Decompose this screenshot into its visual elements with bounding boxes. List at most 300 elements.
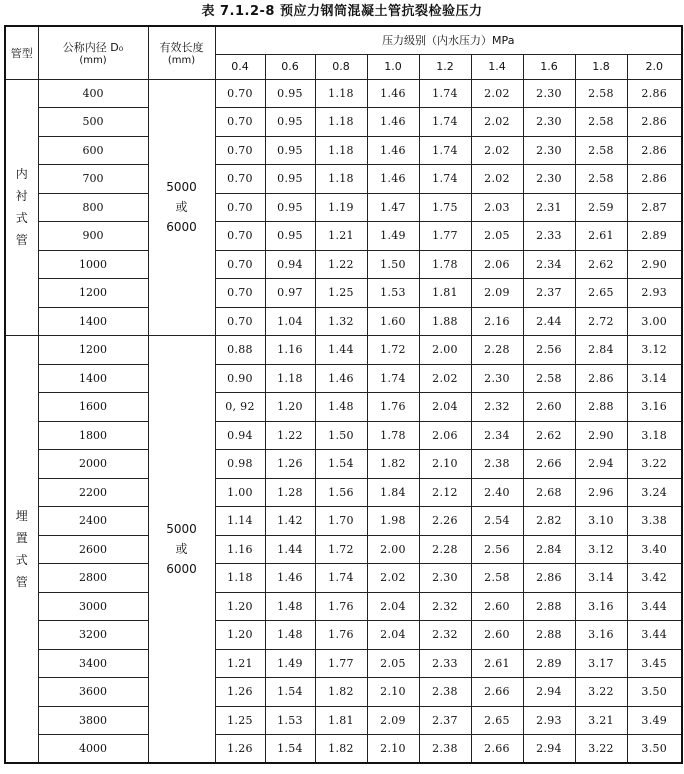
pressure-level-header: 1.8: [575, 54, 627, 79]
pressure-value-cell: 3.21: [575, 706, 627, 735]
pressure-value-cell: 2.58: [575, 165, 627, 194]
pressure-value-cell: 1.18: [315, 136, 367, 165]
pressure-value-cell: 1.20: [265, 393, 315, 422]
pressure-value-cell: 1.18: [315, 79, 367, 108]
pressure-value-cell: 2.37: [419, 706, 471, 735]
pressure-value-cell: 2.58: [523, 364, 575, 393]
table-row: [5, 478, 682, 507]
pressure-value-cell: 2.60: [471, 621, 523, 650]
pressure-value-cell: 2.58: [575, 79, 627, 108]
pressure-value-cell: 1.74: [315, 564, 367, 593]
pressure-table: [4, 25, 683, 764]
pressure-value-cell: 0.70: [215, 108, 265, 137]
pressure-value-cell: 1.78: [367, 421, 419, 450]
pipe-type-char: 管: [15, 233, 28, 248]
pressure-value-cell: 1.54: [265, 735, 315, 764]
table-row: [5, 735, 682, 764]
pressure-value-cell: 3.12: [627, 336, 682, 365]
header-length-label: 有效长度: [159, 41, 204, 55]
pressure-value-cell: 1.48: [315, 393, 367, 422]
pressure-value-cell: 1.42: [265, 507, 315, 536]
pressure-value-cell: 3.49: [627, 706, 682, 735]
pressure-value-cell: 2.86: [627, 136, 682, 165]
effective-length-line: 5000: [166, 522, 197, 536]
pressure-value-cell: 3.24: [627, 478, 682, 507]
pressure-value-cell: 0.70: [215, 307, 265, 336]
pressure-value-cell: 3.16: [627, 393, 682, 422]
pressure-value-cell: 3.50: [627, 678, 682, 707]
pressure-value-cell: 1.82: [367, 450, 419, 479]
pipe-type-char: 内: [15, 167, 28, 182]
pressure-value-cell: 3.14: [575, 564, 627, 593]
pressure-value-cell: 2.34: [471, 421, 523, 450]
pressure-value-cell: 1.54: [265, 678, 315, 707]
pressure-value-cell: 2.40: [471, 478, 523, 507]
table-row: [5, 592, 682, 621]
pressure-value-cell: 2.60: [523, 393, 575, 422]
pressure-value-cell: 2.37: [523, 279, 575, 308]
pressure-level-header: 0.6: [265, 54, 315, 79]
pressure-value-cell: 2.94: [575, 450, 627, 479]
header-length-unit: (mm): [167, 55, 196, 67]
pressure-value-cell: 2.30: [523, 108, 575, 137]
diameter-cell: 1600: [38, 393, 148, 422]
table-row: [5, 649, 682, 678]
pressure-value-cell: 1.46: [367, 165, 419, 194]
pressure-value-cell: 2.86: [523, 564, 575, 593]
pressure-value-cell: 2.02: [471, 108, 523, 137]
pressure-value-cell: 0.95: [265, 108, 315, 137]
pressure-value-cell: 0.97: [265, 279, 315, 308]
diameter-cell: 1400: [38, 307, 148, 336]
pressure-value-cell: 1.82: [315, 678, 367, 707]
table-row: [5, 250, 682, 279]
pressure-value-cell: 0.94: [215, 421, 265, 450]
pressure-value-cell: 1.04: [265, 307, 315, 336]
pressure-value-cell: 1.77: [419, 222, 471, 251]
pressure-value-cell: 1.26: [215, 735, 265, 764]
pressure-value-cell: 1.16: [215, 535, 265, 564]
pressure-value-cell: 2.12: [419, 478, 471, 507]
pressure-value-cell: 0, 92: [215, 393, 265, 422]
header-diameter-label: 公称内径 D₀: [62, 41, 124, 55]
pressure-value-cell: 0.70: [215, 136, 265, 165]
pressure-value-cell: 2.90: [627, 250, 682, 279]
pressure-value-cell: 2.26: [419, 507, 471, 536]
pressure-value-cell: 1.60: [367, 307, 419, 336]
pressure-value-cell: 2.10: [367, 678, 419, 707]
table-row: [5, 678, 682, 707]
effective-length-line: 或: [175, 542, 188, 556]
pressure-value-cell: 2.00: [419, 336, 471, 365]
table-row: [5, 307, 682, 336]
pressure-value-cell: 2.90: [575, 421, 627, 450]
pressure-value-cell: 1.20: [215, 592, 265, 621]
table-row: [5, 136, 682, 165]
diameter-cell: 1000: [38, 250, 148, 279]
header-diameter-unit: (mm): [79, 55, 107, 67]
table-row: [5, 165, 682, 194]
diameter-cell: 2400: [38, 507, 148, 536]
pressure-level-header: 1.0: [367, 54, 419, 79]
pressure-value-cell: 2.33: [419, 649, 471, 678]
pressure-value-cell: 2.30: [523, 136, 575, 165]
pressure-value-cell: 1.74: [419, 108, 471, 137]
pressure-value-cell: 1.49: [265, 649, 315, 678]
pressure-value-cell: 2.38: [471, 450, 523, 479]
diameter-cell: 4000: [38, 735, 148, 764]
pipe-type-cell: [5, 79, 38, 336]
pressure-value-cell: 1.18: [315, 165, 367, 194]
pressure-value-cell: 2.56: [523, 336, 575, 365]
pressure-value-cell: 2.94: [523, 678, 575, 707]
pressure-value-cell: 2.66: [471, 678, 523, 707]
pressure-value-cell: 2.58: [575, 108, 627, 137]
pressure-value-cell: 2.04: [367, 621, 419, 650]
pressure-value-cell: 3.18: [627, 421, 682, 450]
diameter-cell: 600: [38, 136, 148, 165]
pressure-value-cell: 0.70: [215, 222, 265, 251]
table-row: [5, 193, 682, 222]
diameter-cell: 3400: [38, 649, 148, 678]
pressure-value-cell: 2.32: [419, 621, 471, 650]
pressure-value-cell: 2.54: [471, 507, 523, 536]
pressure-value-cell: 1.56: [315, 478, 367, 507]
pressure-value-cell: 2.88: [575, 393, 627, 422]
pressure-value-cell: 2.58: [471, 564, 523, 593]
pressure-value-cell: 1.50: [367, 250, 419, 279]
table-body: [5, 79, 682, 763]
table-row: [5, 564, 682, 593]
pressure-value-cell: 2.04: [419, 393, 471, 422]
table-title: 表 7.1.2-8 预应力钢筒混凝土管抗裂检验压力: [201, 4, 483, 19]
pressure-value-cell: 0.95: [265, 79, 315, 108]
pressure-value-cell: 1.18: [215, 564, 265, 593]
pressure-value-cell: 1.82: [315, 735, 367, 764]
diameter-cell: 2600: [38, 535, 148, 564]
pressure-value-cell: 1.70: [315, 507, 367, 536]
header-pressure: 压力级别（内水压力）MPa: [215, 26, 682, 54]
pressure-value-cell: 2.02: [419, 364, 471, 393]
table-row: [5, 706, 682, 735]
diameter-cell: 2200: [38, 478, 148, 507]
pressure-value-cell: 2.84: [523, 535, 575, 564]
table-header: [5, 26, 682, 79]
pressure-value-cell: 2.10: [367, 735, 419, 764]
pressure-value-cell: 3.00: [627, 307, 682, 336]
pressure-value-cell: 3.14: [627, 364, 682, 393]
pressure-value-cell: 3.10: [575, 507, 627, 536]
effective-length-line: 5000: [166, 180, 197, 195]
pressure-value-cell: 0.95: [265, 193, 315, 222]
pressure-value-cell: 2.44: [523, 307, 575, 336]
pressure-value-cell: 3.16: [575, 621, 627, 650]
pressure-value-cell: 3.50: [627, 735, 682, 764]
pressure-value-cell: 1.46: [315, 364, 367, 393]
pressure-value-cell: 1.76: [315, 592, 367, 621]
pressure-value-cell: 1.22: [265, 421, 315, 450]
pressure-value-cell: 1.74: [419, 79, 471, 108]
table-row: [5, 450, 682, 479]
pressure-value-cell: 3.40: [627, 535, 682, 564]
effective-length-line: 6000: [166, 562, 197, 576]
pressure-value-cell: 2.10: [419, 450, 471, 479]
pressure-value-cell: 1.49: [367, 222, 419, 251]
pressure-value-cell: 2.02: [471, 136, 523, 165]
pressure-value-cell: 0.70: [215, 250, 265, 279]
pressure-value-cell: 2.62: [523, 421, 575, 450]
diameter-cell: 3200: [38, 621, 148, 650]
pressure-value-cell: 2.94: [523, 735, 575, 764]
table-row: [5, 535, 682, 564]
diameter-cell: 900: [38, 222, 148, 251]
pressure-value-cell: 1.28: [265, 478, 315, 507]
pressure-value-cell: 2.61: [471, 649, 523, 678]
pressure-value-cell: 1.18: [315, 108, 367, 137]
pressure-value-cell: 1.74: [419, 165, 471, 194]
pressure-value-cell: 1.74: [419, 136, 471, 165]
table-row: [5, 336, 682, 365]
table-row: [5, 79, 682, 108]
pressure-value-cell: 0.70: [215, 193, 265, 222]
table-row: [5, 621, 682, 650]
pressure-value-cell: 2.96: [575, 478, 627, 507]
pressure-value-cell: 2.32: [419, 592, 471, 621]
pressure-value-cell: 2.32: [471, 393, 523, 422]
pressure-value-cell: 2.93: [523, 706, 575, 735]
diameter-cell: 2000: [38, 450, 148, 479]
pressure-value-cell: 2.93: [627, 279, 682, 308]
pressure-value-cell: 2.87: [627, 193, 682, 222]
pressure-value-cell: 2.88: [523, 621, 575, 650]
pressure-value-cell: 2.65: [575, 279, 627, 308]
pressure-value-cell: 1.19: [315, 193, 367, 222]
pressure-value-cell: 3.22: [575, 735, 627, 764]
diameter-cell: 1800: [38, 421, 148, 450]
pressure-value-cell: 2.59: [575, 193, 627, 222]
pressure-value-cell: 2.30: [471, 364, 523, 393]
pipe-type-char: 式: [15, 553, 28, 567]
pressure-value-cell: 2.28: [419, 535, 471, 564]
pressure-value-cell: 2.68: [523, 478, 575, 507]
pressure-value-cell: 1.88: [419, 307, 471, 336]
pressure-value-cell: 1.72: [367, 336, 419, 365]
table-row: [5, 108, 682, 137]
pressure-value-cell: 2.30: [523, 165, 575, 194]
pressure-value-cell: 2.89: [523, 649, 575, 678]
pressure-value-cell: 2.89: [627, 222, 682, 251]
effective-length-line: 或: [175, 200, 188, 215]
pressure-value-cell: 1.78: [419, 250, 471, 279]
header-diameter: [38, 26, 148, 79]
pressure-value-cell: 2.03: [471, 193, 523, 222]
pressure-value-cell: 1.47: [367, 193, 419, 222]
diameter-cell: 1200: [38, 279, 148, 308]
pressure-value-cell: 1.26: [265, 450, 315, 479]
diameter-cell: 700: [38, 165, 148, 194]
pressure-value-cell: 1.46: [265, 564, 315, 593]
effective-length-cell: [148, 336, 215, 764]
pressure-value-cell: 1.81: [315, 706, 367, 735]
pressure-value-cell: 1.48: [265, 621, 315, 650]
pressure-value-cell: 2.82: [523, 507, 575, 536]
pressure-value-cell: 2.09: [471, 279, 523, 308]
pressure-value-cell: 2.60: [471, 592, 523, 621]
diameter-cell: 1200: [38, 336, 148, 365]
pressure-value-cell: 2.56: [471, 535, 523, 564]
pressure-value-cell: 2.38: [419, 735, 471, 764]
pressure-value-cell: 1.22: [315, 250, 367, 279]
diameter-cell: 3000: [38, 592, 148, 621]
pressure-value-cell: 2.58: [575, 136, 627, 165]
pressure-value-cell: 1.53: [265, 706, 315, 735]
pipe-type-char: 式: [15, 211, 28, 226]
pressure-value-cell: 2.65: [471, 706, 523, 735]
pressure-value-cell: 1.81: [419, 279, 471, 308]
pressure-value-cell: 2.33: [523, 222, 575, 251]
pressure-value-cell: 2.86: [627, 79, 682, 108]
pressure-value-cell: 1.53: [367, 279, 419, 308]
diameter-cell: 3600: [38, 678, 148, 707]
pipe-type-char: 埋: [15, 509, 28, 523]
pressure-value-cell: 1.46: [367, 136, 419, 165]
pressure-level-header: 0.4: [215, 54, 265, 79]
table-row: [5, 421, 682, 450]
header-length: [148, 26, 215, 79]
pressure-value-cell: 2.61: [575, 222, 627, 251]
table-row: [5, 507, 682, 536]
pressure-value-cell: 1.98: [367, 507, 419, 536]
pressure-value-cell: 2.02: [471, 165, 523, 194]
pressure-value-cell: 1.25: [215, 706, 265, 735]
pressure-value-cell: 2.86: [627, 108, 682, 137]
effective-length-cell: [148, 79, 215, 336]
pressure-value-cell: 2.02: [367, 564, 419, 593]
pressure-value-cell: 1.18: [265, 364, 315, 393]
diameter-cell: 800: [38, 193, 148, 222]
pressure-value-cell: 1.46: [367, 79, 419, 108]
pipe-type-char: 管: [15, 575, 28, 589]
pressure-value-cell: 1.84: [367, 478, 419, 507]
pressure-value-cell: 2.16: [471, 307, 523, 336]
pressure-value-cell: 3.44: [627, 592, 682, 621]
pressure-value-cell: 1.21: [315, 222, 367, 251]
pressure-value-cell: 2.02: [471, 79, 523, 108]
pressure-value-cell: 2.09: [367, 706, 419, 735]
pipe-type-char: 置: [15, 531, 28, 545]
pressure-value-cell: 1.46: [367, 108, 419, 137]
pipe-type-cell: [5, 336, 38, 764]
pressure-value-cell: 0.95: [265, 222, 315, 251]
diameter-cell: 500: [38, 108, 148, 137]
pressure-value-cell: 2.00: [367, 535, 419, 564]
pressure-value-cell: 1.76: [315, 621, 367, 650]
pressure-value-cell: 3.22: [627, 450, 682, 479]
pressure-value-cell: 2.06: [419, 421, 471, 450]
pipe-type-char: 衬: [15, 189, 28, 204]
pressure-value-cell: 0.94: [265, 250, 315, 279]
pressure-value-cell: 2.86: [575, 364, 627, 393]
effective-length-line: 6000: [166, 220, 197, 235]
pressure-value-cell: 2.84: [575, 336, 627, 365]
pressure-value-cell: 1.26: [215, 678, 265, 707]
pressure-value-cell: 1.44: [265, 535, 315, 564]
pressure-value-cell: 0.98: [215, 450, 265, 479]
pressure-value-cell: 0.70: [215, 79, 265, 108]
pressure-value-cell: 3.12: [575, 535, 627, 564]
diameter-cell: 1400: [38, 364, 148, 393]
pressure-value-cell: 1.32: [315, 307, 367, 336]
table-row: [5, 279, 682, 308]
pressure-value-cell: 3.42: [627, 564, 682, 593]
pressure-value-cell: 2.72: [575, 307, 627, 336]
pressure-value-cell: 2.38: [419, 678, 471, 707]
pressure-value-cell: 1.74: [367, 364, 419, 393]
pressure-value-cell: 1.76: [367, 393, 419, 422]
diameter-cell: 2800: [38, 564, 148, 593]
header-type: 管型: [5, 26, 38, 79]
pressure-value-cell: 0.70: [215, 165, 265, 194]
pressure-value-cell: 1.54: [315, 450, 367, 479]
pressure-value-cell: 2.88: [523, 592, 575, 621]
pressure-value-cell: 2.30: [419, 564, 471, 593]
pressure-value-cell: 2.05: [367, 649, 419, 678]
pressure-value-cell: 1.75: [419, 193, 471, 222]
pressure-value-cell: 1.00: [215, 478, 265, 507]
pressure-value-cell: 3.22: [575, 678, 627, 707]
pressure-value-cell: 2.34: [523, 250, 575, 279]
pressure-value-cell: 2.30: [523, 79, 575, 108]
pressure-level-header: 2.0: [627, 54, 682, 79]
table-row: [5, 222, 682, 251]
pressure-value-cell: 0.88: [215, 336, 265, 365]
pressure-value-cell: 0.70: [215, 279, 265, 308]
pressure-value-cell: 0.95: [265, 165, 315, 194]
pressure-value-cell: 2.86: [627, 165, 682, 194]
pressure-value-cell: 1.20: [215, 621, 265, 650]
diameter-cell: 3800: [38, 706, 148, 735]
pressure-value-cell: 1.72: [315, 535, 367, 564]
pressure-value-cell: 1.50: [315, 421, 367, 450]
pressure-value-cell: 1.77: [315, 649, 367, 678]
pressure-value-cell: 2.05: [471, 222, 523, 251]
pressure-value-cell: 3.38: [627, 507, 682, 536]
pressure-value-cell: 2.28: [471, 336, 523, 365]
pressure-level-header: 1.2: [419, 54, 471, 79]
pressure-value-cell: 1.16: [265, 336, 315, 365]
pressure-level-header: 1.6: [523, 54, 575, 79]
pressure-value-cell: 3.44: [627, 621, 682, 650]
pressure-value-cell: 2.66: [523, 450, 575, 479]
pressure-value-cell: 0.90: [215, 364, 265, 393]
pressure-value-cell: 2.66: [471, 735, 523, 764]
pressure-level-header: 0.8: [315, 54, 367, 79]
table-row: [5, 393, 682, 422]
diameter-cell: 400: [38, 79, 148, 108]
pressure-value-cell: 2.62: [575, 250, 627, 279]
pressure-value-cell: 2.06: [471, 250, 523, 279]
pressure-value-cell: 1.44: [315, 336, 367, 365]
pressure-value-cell: 1.21: [215, 649, 265, 678]
pressure-value-cell: 3.45: [627, 649, 682, 678]
pressure-value-cell: 2.04: [367, 592, 419, 621]
pressure-value-cell: 2.31: [523, 193, 575, 222]
pressure-value-cell: 1.25: [315, 279, 367, 308]
pressure-value-cell: 3.16: [575, 592, 627, 621]
pressure-value-cell: 1.48: [265, 592, 315, 621]
table-row: [5, 364, 682, 393]
pressure-level-header: 1.4: [471, 54, 523, 79]
